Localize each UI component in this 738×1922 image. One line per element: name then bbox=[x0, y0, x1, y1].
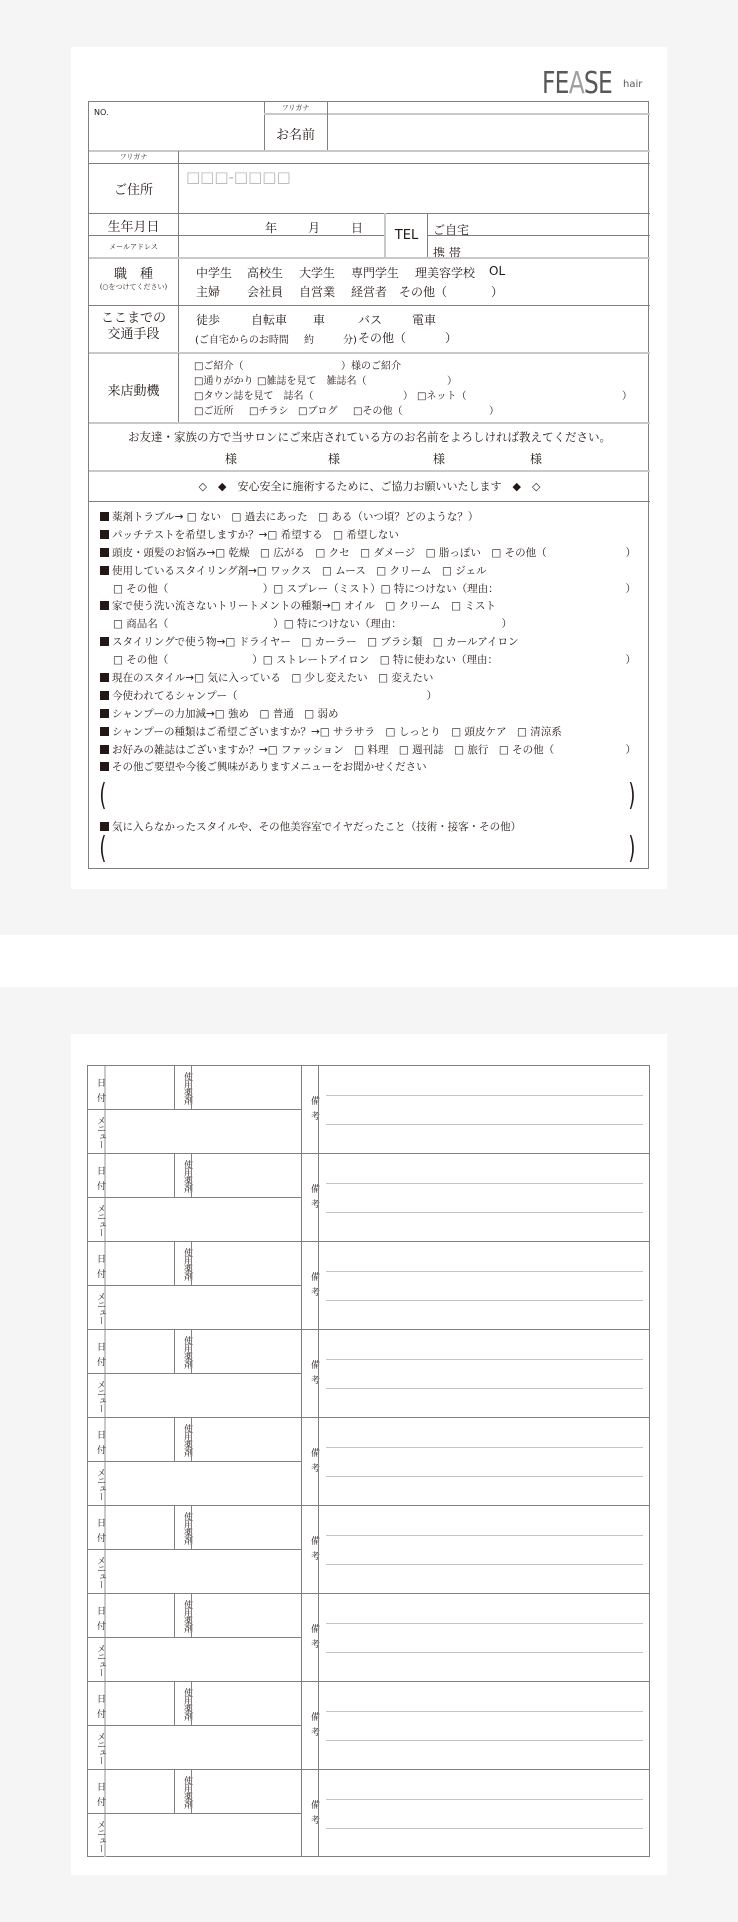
chemical-field[interactable] bbox=[192, 1243, 300, 1284]
name-furigana-field[interactable] bbox=[329, 103, 649, 112]
date-field[interactable] bbox=[106, 1067, 174, 1108]
question-item[interactable] bbox=[100, 509, 640, 527]
remarks-label: 備考 bbox=[309, 1360, 319, 1390]
divider bbox=[427, 235, 650, 236]
occupation-option[interactable]: 会社員 bbox=[247, 285, 284, 299]
date-label: 日付 bbox=[95, 1694, 105, 1724]
question-text: シャンプーの力加減→□ 強め □ 普通 □ 弱め bbox=[112, 707, 339, 720]
occupation-option[interactable]: 専門学生 bbox=[351, 266, 400, 280]
question-text: スタイリングで使う物→□ ドライヤー □ カーラー □ ブラシ類 □ カールアイロン bbox=[112, 636, 519, 649]
remarks-writing-line bbox=[326, 1271, 643, 1272]
occupation-other-option[interactable]: その他（ bbox=[399, 285, 448, 299]
remarks-field[interactable] bbox=[319, 1419, 649, 1505]
date-label: 日付 bbox=[95, 1342, 105, 1372]
question-text: お好みの雑誌はございますか？→□ ファッション □ 料理 □ 週刊誌 □ 旅行 □ その他（ bbox=[112, 743, 555, 756]
brand-logo bbox=[542, 66, 643, 101]
number-field[interactable] bbox=[90, 118, 264, 148]
friend-names-field[interactable] bbox=[109, 447, 629, 467]
transport-other-option[interactable]: その他（ bbox=[358, 331, 407, 345]
number-label: NO. bbox=[94, 108, 109, 117]
remarks-writing-line bbox=[326, 1447, 643, 1448]
remarks-label: 備考 bbox=[309, 1536, 319, 1566]
transport-option[interactable]: 自転車 bbox=[251, 313, 288, 327]
tel-home-label: ご自宅 bbox=[433, 223, 470, 237]
date-label: 日付 bbox=[95, 1518, 105, 1548]
question-text: パッチテストを希望しますか？→□ 希望する □ 希望しない bbox=[112, 528, 399, 541]
chemical-field[interactable] bbox=[192, 1771, 300, 1812]
remarks-writing-line bbox=[326, 1124, 643, 1125]
chemical-label: 使用薬剤 bbox=[182, 1688, 192, 1720]
divider bbox=[327, 102, 328, 151]
menu-field[interactable] bbox=[106, 1111, 300, 1152]
remarks-writing-line bbox=[326, 1476, 643, 1477]
transport-option[interactable]: 車 bbox=[313, 313, 326, 327]
treatment-record bbox=[87, 1329, 650, 1417]
remarks-field[interactable] bbox=[319, 1595, 649, 1681]
tel-label: TEL bbox=[394, 228, 419, 243]
remarks-field[interactable] bbox=[319, 1771, 649, 1857]
date-label: 日付 bbox=[95, 1606, 105, 1636]
motive-referral-suffix: ）様のご紹介 bbox=[341, 361, 401, 372]
open-paren: ( bbox=[99, 778, 107, 813]
divider bbox=[89, 305, 650, 306]
date-label: 日付 bbox=[95, 1166, 105, 1196]
divider bbox=[88, 1109, 301, 1110]
question-item[interactable] bbox=[100, 724, 640, 742]
remarks-field[interactable] bbox=[319, 1067, 649, 1153]
remarks-writing-line bbox=[326, 1388, 643, 1389]
remarks-label: 備考 bbox=[309, 1448, 319, 1478]
address-label: ご住所 bbox=[113, 183, 153, 198]
treatment-record bbox=[87, 1681, 650, 1769]
birth-day-unit: 日 bbox=[351, 221, 364, 235]
remarks-writing-line bbox=[326, 1740, 643, 1741]
menu-label: メニュー bbox=[95, 1292, 105, 1324]
motive-internet[interactable]: □ネット（ bbox=[417, 391, 467, 402]
remarks-field[interactable] bbox=[319, 1331, 649, 1417]
friend-name-suffix: 様 bbox=[433, 452, 446, 466]
occupation-option[interactable]: 自営業 bbox=[299, 285, 336, 299]
address-furigana-label: フリガナ bbox=[119, 153, 148, 161]
divider bbox=[88, 1285, 301, 1286]
remarks-label: 備考 bbox=[309, 1096, 319, 1126]
menu-label: メニュー bbox=[95, 1204, 105, 1236]
menu-field[interactable] bbox=[106, 1199, 300, 1240]
remarks-field[interactable] bbox=[319, 1507, 649, 1593]
question-item[interactable] bbox=[100, 706, 640, 724]
transport-option[interactable]: 徒歩 bbox=[196, 313, 221, 327]
motive-town-magazine[interactable]: □タウン誌を見て 誌名（ bbox=[194, 391, 314, 402]
divider bbox=[89, 257, 650, 259]
birth-year-unit: 年 bbox=[265, 221, 278, 235]
remarks-writing-line bbox=[326, 1828, 643, 1829]
email-field[interactable] bbox=[180, 237, 384, 257]
motive-nearby[interactable]: □ご近所 bbox=[194, 406, 234, 417]
question-item[interactable] bbox=[100, 742, 640, 760]
chemical-field[interactable] bbox=[192, 1419, 300, 1460]
treatment-history-table bbox=[87, 1065, 650, 1857]
question-text: □ その他（ ）□ ストレートアイロン □ 特に使わない（理由： bbox=[113, 654, 499, 667]
remarks-label: 備考 bbox=[309, 1624, 319, 1654]
occupation-option[interactable]: OL bbox=[489, 264, 506, 278]
name-furigana-label: フリガナ bbox=[281, 104, 310, 112]
logo-wordmark bbox=[542, 66, 612, 101]
divider bbox=[88, 1813, 301, 1814]
motive-magazine[interactable]: □雑誌を見て 雑誌名（ bbox=[257, 376, 367, 387]
logo-text-prefix: FE bbox=[542, 66, 569, 101]
chemical-field[interactable] bbox=[192, 1067, 300, 1108]
square-bullet-icon bbox=[100, 822, 109, 831]
chemical-label: 使用薬剤 bbox=[182, 1072, 192, 1104]
treatment-record bbox=[87, 1505, 650, 1593]
question-item[interactable] bbox=[100, 688, 640, 706]
chemical-label: 使用薬剤 bbox=[182, 1336, 192, 1368]
treatment-record bbox=[87, 1593, 650, 1681]
menu-field[interactable] bbox=[106, 1815, 300, 1856]
remarks-label: 備考 bbox=[309, 1800, 319, 1830]
square-bullet-icon bbox=[100, 530, 109, 539]
remarks-writing-line bbox=[326, 1300, 643, 1301]
question-text: 家で使う洗い流さないトリートメントの種類→□ オイル □ クリーム □ ミスト bbox=[112, 600, 496, 613]
safety-notice: ◇ ◆ 安心安全に施術するために、ご協力お願いいたします ◆ ◇ bbox=[198, 480, 541, 493]
question-text: 現在のスタイル→□ 気に入っている □ 少し変えたい □ 変えたい bbox=[112, 672, 434, 685]
square-bullet-icon bbox=[100, 601, 109, 610]
question-text: シャンプーの種類はご希望ございますか？→□ サラサラ □ しっとり □ 頭皮ケア □ 清涼系 bbox=[112, 725, 562, 738]
question-item[interactable] bbox=[100, 527, 640, 545]
date-field[interactable] bbox=[106, 1771, 174, 1812]
remarks-label: 備考 bbox=[309, 1712, 319, 1742]
treatment-record bbox=[87, 1065, 650, 1153]
occupation-label: 職 種 bbox=[113, 267, 153, 282]
transport-label-line2: 交通手段 bbox=[107, 327, 160, 342]
menu-label: メニュー bbox=[95, 1820, 105, 1852]
divider bbox=[88, 1197, 301, 1198]
menu-field[interactable] bbox=[106, 1727, 300, 1768]
menu-field[interactable] bbox=[106, 1375, 300, 1416]
question-text: 今使われてるシャンプー（ ） bbox=[112, 689, 437, 702]
remarks-writing-line bbox=[326, 1095, 643, 1096]
transport-label-line1: ここまでの bbox=[100, 311, 166, 326]
customer-card-front bbox=[71, 47, 667, 889]
motive-other[interactable]: □その他（ bbox=[353, 406, 403, 417]
date-field[interactable] bbox=[106, 1683, 174, 1724]
menu-label: メニュー bbox=[95, 1644, 105, 1676]
occupation-option[interactable]: 中学生 bbox=[196, 266, 233, 280]
divider bbox=[89, 422, 650, 424]
chemical-label: 使用薬剤 bbox=[182, 1600, 192, 1632]
close-paren: ) bbox=[628, 778, 636, 813]
divider bbox=[89, 235, 385, 236]
transport-option[interactable]: 電車 bbox=[412, 313, 437, 327]
chemical-label: 使用薬剤 bbox=[182, 1512, 192, 1544]
closing-paren: ） bbox=[625, 546, 636, 559]
chemical-field[interactable] bbox=[192, 1683, 300, 1724]
remarks-writing-line bbox=[326, 1652, 643, 1653]
closing-paren: ） bbox=[625, 582, 636, 595]
date-label: 日付 bbox=[95, 1782, 105, 1812]
menu-field[interactable] bbox=[106, 1287, 300, 1328]
question-text: □ 商品名（ ）□ 特につけない（理由： ） bbox=[113, 618, 513, 631]
birthdate-field[interactable] bbox=[180, 214, 384, 234]
occupation-option[interactable]: 経営者 bbox=[351, 285, 388, 299]
tel-home-field[interactable] bbox=[459, 214, 649, 234]
transport-other-close: ） bbox=[445, 331, 458, 345]
question-item[interactable] bbox=[100, 581, 640, 599]
motive-magazine-close: ） bbox=[447, 376, 457, 387]
chemical-label: 使用薬剤 bbox=[182, 1160, 192, 1192]
chemical-field[interactable] bbox=[192, 1155, 300, 1196]
motive-passing-by[interactable]: □通りがかり bbox=[194, 376, 254, 387]
question-item[interactable] bbox=[100, 652, 640, 670]
square-bullet-icon bbox=[100, 512, 109, 521]
date-field[interactable] bbox=[106, 1155, 174, 1196]
square-bullet-icon bbox=[100, 691, 109, 700]
birth-month-unit: 月 bbox=[308, 221, 321, 235]
questionnaire bbox=[89, 502, 650, 870]
chemical-label: 使用薬剤 bbox=[182, 1248, 192, 1280]
remarks-field[interactable] bbox=[319, 1683, 649, 1769]
close-paren: ) bbox=[628, 831, 636, 866]
remarks-field[interactable] bbox=[319, 1243, 649, 1329]
chemical-field[interactable] bbox=[192, 1507, 300, 1548]
divider bbox=[88, 1373, 301, 1374]
birthdate-label: 生年月日 bbox=[107, 220, 160, 235]
logo-text-suffix: SE bbox=[583, 66, 613, 101]
question-item[interactable] bbox=[100, 598, 640, 616]
logo-text-accent: A bbox=[568, 66, 584, 101]
treatment-history-sheet bbox=[71, 1034, 667, 1875]
question-item[interactable] bbox=[100, 634, 640, 652]
postal-code-boxes: □□□-□□□□ bbox=[186, 168, 291, 186]
travel-time-approx: 約 bbox=[304, 335, 314, 346]
friend-name-suffix: 様 bbox=[225, 452, 238, 466]
menu-field[interactable] bbox=[106, 1639, 300, 1680]
visit-motive-label: 来店動機 bbox=[107, 384, 160, 399]
question-requests-answer[interactable] bbox=[93, 780, 646, 816]
motive-referral[interactable]: □ご紹介（ bbox=[194, 361, 244, 372]
menu-label: メニュー bbox=[95, 1468, 105, 1500]
page-2-background bbox=[0, 987, 738, 1922]
question-item[interactable] bbox=[100, 670, 640, 688]
remarks-writing-line bbox=[326, 1711, 643, 1712]
date-label: 日付 bbox=[95, 1078, 105, 1108]
name-field[interactable] bbox=[329, 115, 649, 150]
email-label: メールアドレス bbox=[109, 243, 158, 251]
remarks-label: 備考 bbox=[309, 1184, 319, 1214]
question-item[interactable] bbox=[100, 759, 640, 777]
occupation-other-close: ） bbox=[491, 285, 504, 299]
remarks-writing-line bbox=[326, 1799, 643, 1800]
remarks-label: 備考 bbox=[309, 1272, 319, 1302]
friends-prompt: お友達・家族の方で当サロンにご来店されている方のお名前をよろしければ教えてください。 bbox=[128, 430, 611, 444]
page-1-background bbox=[0, 0, 738, 935]
date-label: 日付 bbox=[95, 1254, 105, 1284]
motive-flyer[interactable]: □チラシ bbox=[249, 406, 289, 417]
chemical-field[interactable] bbox=[192, 1331, 300, 1372]
square-bullet-icon bbox=[100, 709, 109, 718]
square-bullet-icon bbox=[100, 637, 109, 646]
square-bullet-icon bbox=[100, 548, 109, 557]
logo-subtitle: hair bbox=[623, 79, 643, 90]
divider bbox=[88, 1549, 301, 1550]
remarks-writing-line bbox=[326, 1564, 643, 1565]
question-item[interactable] bbox=[100, 563, 640, 581]
date-field[interactable] bbox=[106, 1419, 174, 1460]
square-bullet-icon bbox=[100, 745, 109, 754]
treatment-record bbox=[87, 1241, 650, 1329]
treatment-record bbox=[87, 1153, 650, 1241]
chemical-label: 使用薬剤 bbox=[182, 1424, 192, 1456]
motive-other-close: ） bbox=[489, 406, 499, 417]
square-bullet-icon bbox=[100, 762, 109, 771]
square-bullet-icon bbox=[100, 727, 109, 736]
treatment-record bbox=[87, 1417, 650, 1505]
motive-town-magazine-close: ） bbox=[403, 391, 413, 402]
label-column-divider bbox=[178, 353, 179, 423]
tel-mobile-label: 携 帯 bbox=[433, 246, 461, 260]
question-item[interactable] bbox=[100, 616, 640, 634]
menu-label: メニュー bbox=[95, 1380, 105, 1412]
menu-label: メニュー bbox=[95, 1732, 105, 1764]
question-text: 気に入らなかったスタイルや、その他美容室でイヤだったこと（技術・接客・その他） bbox=[112, 821, 522, 833]
customer-info-table bbox=[88, 101, 649, 869]
address-field[interactable] bbox=[179, 164, 649, 213]
remarks-field[interactable] bbox=[319, 1155, 649, 1241]
date-field[interactable] bbox=[106, 1507, 174, 1548]
chemical-label: 使用薬剤 bbox=[182, 1776, 192, 1808]
question-text: その他ご要望や今後ご興味がありますメニューをお聞かせください bbox=[112, 761, 427, 774]
date-label: 日付 bbox=[95, 1430, 105, 1460]
occupation-option[interactable]: 大学生 bbox=[299, 266, 336, 280]
square-bullet-icon bbox=[100, 673, 109, 682]
closing-paren: ） bbox=[625, 654, 636, 667]
divider bbox=[88, 1461, 301, 1462]
square-bullet-icon bbox=[100, 566, 109, 575]
remarks-writing-line bbox=[326, 1535, 643, 1536]
motive-blog[interactable]: □ブログ bbox=[298, 406, 338, 417]
question-text: □ その他（ ）□ スプレー（ミスト）□ 特につけない（理由： bbox=[113, 582, 499, 595]
transport-option[interactable]: バス bbox=[358, 313, 383, 327]
chemical-field[interactable] bbox=[192, 1595, 300, 1636]
friend-name-suffix: 様 bbox=[530, 452, 543, 466]
travel-time-minutes: 分) bbox=[343, 335, 357, 346]
closing-paren: ） bbox=[625, 743, 636, 756]
remarks-writing-line bbox=[326, 1212, 643, 1213]
date-field[interactable] bbox=[106, 1331, 174, 1372]
question-dislikes-answer[interactable] bbox=[93, 833, 646, 869]
open-paren: ( bbox=[99, 831, 107, 866]
occupation-note: (○をつけてください) bbox=[99, 283, 168, 291]
divider bbox=[88, 1637, 301, 1638]
question-text: 薬剤トラブル→ □ ない □ 過去にあった □ ある（いつ頃？どのような？） bbox=[112, 511, 479, 523]
treatment-record bbox=[87, 1769, 650, 1857]
remarks-writing-line bbox=[326, 1183, 643, 1184]
tel-mobile-field[interactable] bbox=[459, 237, 649, 257]
question-text: 頭皮・頭髪のお悩み→□ 乾燥 □ 広がる □ クセ □ ダメージ □ 脂っぽい □ その他（ bbox=[112, 546, 547, 559]
divider bbox=[89, 470, 650, 472]
menu-label: メニュー bbox=[95, 1116, 105, 1148]
question-list bbox=[100, 509, 640, 777]
menu-label: メニュー bbox=[95, 1556, 105, 1588]
divider bbox=[89, 352, 650, 354]
date-field[interactable] bbox=[106, 1595, 174, 1636]
remarks-writing-line bbox=[326, 1359, 643, 1360]
occupation-option[interactable]: 主婦 bbox=[196, 285, 221, 299]
occupation-option[interactable]: 高校生 bbox=[247, 266, 284, 280]
remarks-writing-line bbox=[326, 1623, 643, 1624]
occupation-option[interactable]: 理美容学校 bbox=[415, 266, 476, 280]
divider bbox=[88, 1725, 301, 1726]
motive-internet-close: ） bbox=[622, 391, 632, 402]
travel-time-label: (ご自宅からのお時間 bbox=[195, 335, 289, 346]
menu-field[interactable] bbox=[106, 1463, 300, 1504]
name-label: お名前 bbox=[275, 128, 315, 143]
friend-name-suffix: 様 bbox=[328, 452, 341, 466]
menu-field[interactable] bbox=[106, 1551, 300, 1592]
question-text: 使用しているスタイリング剤→□ ワックス □ ムース □ クリーム □ ジェル bbox=[112, 564, 487, 577]
date-field[interactable] bbox=[106, 1243, 174, 1284]
question-item[interactable] bbox=[100, 545, 640, 563]
